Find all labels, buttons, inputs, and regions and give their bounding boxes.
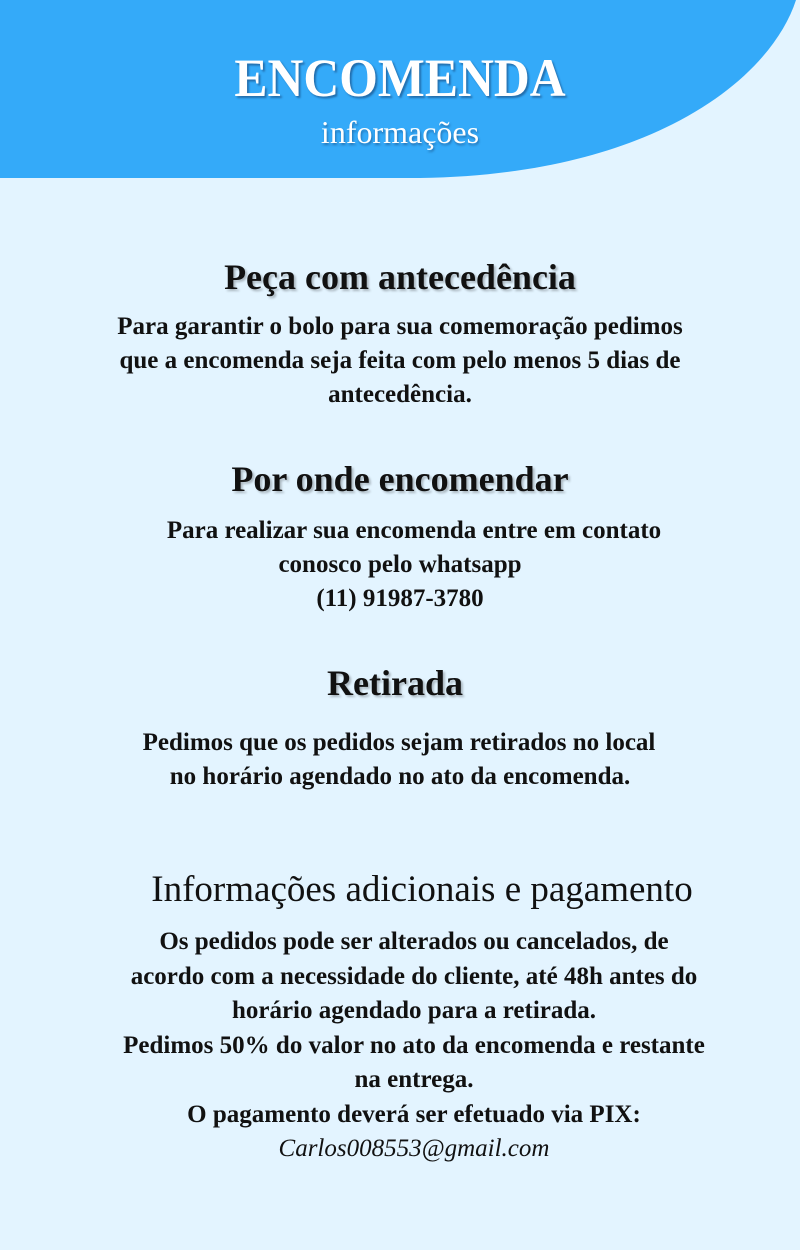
pix-email: Carlos008553@gmail.com [278, 1135, 550, 1162]
whatsapp-phone: (11) 91987-3780 [316, 585, 484, 612]
section-title: Informações adicionais e pagamento [151, 869, 693, 910]
section-title: Por onde encomendar [231, 459, 569, 499]
body-line: horário agendado para a retirada. [231, 997, 597, 1024]
body-line: O pagamento deverá ser efetuado via PIX: [187, 1100, 641, 1128]
header-subtitle: informações [320, 114, 480, 150]
header-title: ENCOMENDA [234, 48, 566, 108]
body-line: no horário agendado no ato da encomenda. [169, 763, 631, 790]
section-body [0, 925, 800, 1167]
section-title: Peça com antecedência [224, 257, 576, 297]
section-advance-order [0, 256, 800, 412]
body-line: acordo com a necessidade do cliente, até 48h antes do [130, 962, 698, 990]
section-pickup [0, 662, 800, 794]
body-line: Para realizar sua encomenda entre em contato [166, 517, 662, 544]
body-line: Para garantir o bolo para sua comemoração pedimos [117, 313, 683, 340]
section-body [0, 726, 800, 794]
section-title: Retirada [327, 663, 463, 703]
body-line: Os pedidos pode ser alterados ou cancelados, de [159, 928, 669, 955]
body-line: na entrega. [354, 1066, 474, 1093]
body-line: antecedência. [328, 381, 472, 408]
section-body [0, 514, 800, 616]
body-line: que a encomenda seja feita com pelo menos 5 dias de [119, 347, 681, 374]
section-additional-info-payment [0, 869, 800, 1167]
body-line: Pedimos 50% do valor no ato da encomenda e restante [123, 1031, 705, 1059]
section-where-to-order [0, 458, 800, 616]
section-body [0, 310, 800, 412]
body-line: conosco pelo whatsapp [278, 551, 522, 578]
body-line: Pedimos que os pedidos sejam retirados no local [142, 729, 656, 756]
